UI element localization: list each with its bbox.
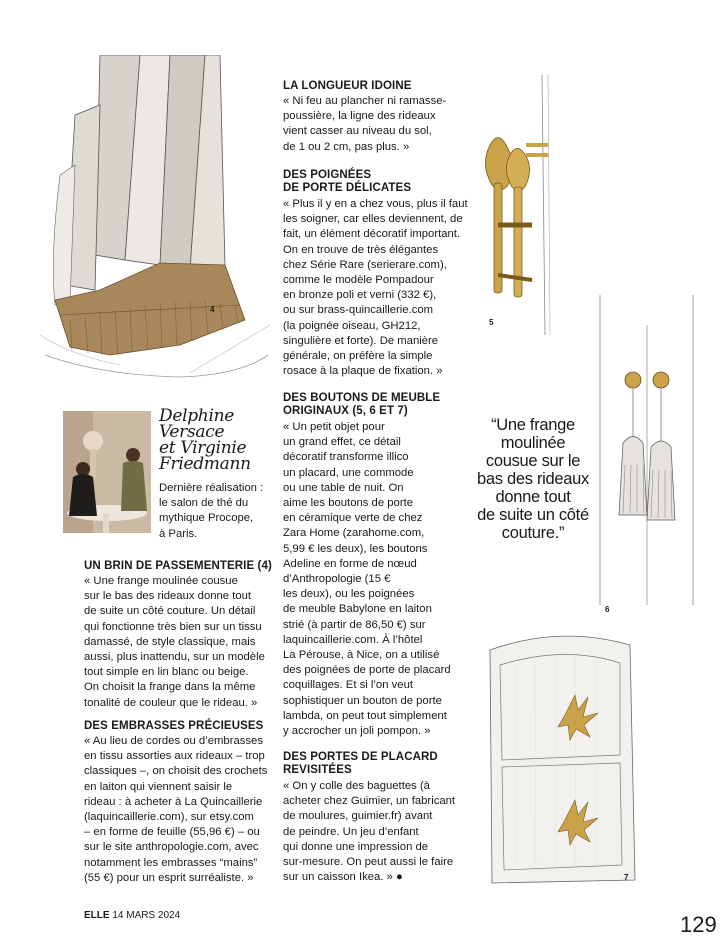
section-heading-placard-1: DES PORTES DE PLACARD xyxy=(283,751,438,763)
section-heading-embrasses: DES EMBRASSES PRÉCIEUSES xyxy=(84,720,264,732)
issue-date: 14 MARS 2024 xyxy=(112,910,181,921)
figure-number-6: 6 xyxy=(605,605,610,614)
brass-door-handle-illustration xyxy=(470,75,570,335)
section-heading-boutons-1: DES BOUTONS DE MEUBLE xyxy=(283,392,441,404)
section-heading-longueur: LA LONGUEUR IDOINE xyxy=(283,80,412,92)
project-caption: Dernière réalisation : le salon de thé du mythique Procope, à Paris. xyxy=(159,482,264,540)
pull-quote: “Une frange moulinée cousue sur le bas des rideaux donne tout de suite un côté couture.” xyxy=(477,416,589,542)
figure-number-7: 7 xyxy=(624,873,629,882)
section-heading-placard-2: REVISITÉES xyxy=(283,764,352,776)
tassel-knob-illustration xyxy=(595,295,700,615)
section-body-placard: « On y colle des baguettes (à acheter chez Guimier, un fabricant de moulures, guimier.fr) avant de peindre. Un jeu d’enfant qui donne une impression de sur-mesure. On peut aussi le faire sur un caisson Ikea. » ● xyxy=(283,780,456,884)
figure-number-5: 5 xyxy=(489,318,494,327)
designers-photo xyxy=(63,411,151,533)
section-heading-passementerie: UN BRIN DE PASSEMENTERIE (4) xyxy=(84,560,272,572)
section-heading-poignees-1: DES POIGNÉES xyxy=(283,169,372,181)
authors-names: Delphine Versace et Virginie Friedmann xyxy=(159,406,251,474)
tassel-knob-drawing xyxy=(595,295,700,615)
page-number: 129 xyxy=(680,912,717,937)
section-body-boutons: « Un petit objet pour un grand effet, ce détail décoratif transforme illico un placard, une commode ou une table de nuit. On aime les boutons de porte en céramique verte de chez Zara Home (zarahome.com, 5,99 € les deux), les boutons Adeline en forme de nœud d’Anthropologie (15 € les deux), ou les poignées de meuble Babylone en laiton strié (à partir de 86,50 €) sur laquincaillerie.com. À l’hôtel La Pérouse, à Nice, on a utilisé des poignées de porte de placard coquillages. Et si l’on veut sophistiquer un bouton de porte lambda, on peut tout simplement y accrocher un joli pompon. » xyxy=(283,421,451,738)
coral-cabinet-illustration xyxy=(480,625,650,890)
designers-photo-drawing xyxy=(63,411,151,533)
section-body-passementerie: « Une frange moulinée cousue sur le bas des rideaux donne tout de suite un côté couture. Un détail qui fonctionne très bien sur un tissu damassé, de style classique, mais aussi, plus inattendu, sur un modèle tout simple en lin blanc ou beige. On choisit la frange dans la même tonalité de couleur que le rideau. » xyxy=(84,575,265,709)
brass-door-handle-drawing xyxy=(470,75,570,335)
curtain-fringe-drawing xyxy=(40,55,270,385)
section-heading-boutons-2: ORIGINAUX (5, 6 ET 7) xyxy=(283,405,408,417)
footer-folio xyxy=(84,910,180,921)
figure-number-4: 4 xyxy=(210,305,215,314)
curtain-fringe-illustration xyxy=(40,55,270,385)
coral-cabinet-drawing xyxy=(480,625,650,890)
section-body-embrasses: « Au lieu de cordes ou d’embrasses en tissu assorties aux rideaux – trop classiques –, on choisit des crochets en laiton qui viennent saisir le rideau : à acheter à La Quincaillerie (laquincaillerie.com), sur etsy.com – en forme de feuille (55,96 €) – ou sur le site anthropologie.com, avec notamment les embrasses “mains” (55 €) pour un esprit surréaliste. » xyxy=(84,735,268,884)
section-heading-poignees-2: DE PORTE DÉLICATES xyxy=(283,182,412,194)
magazine-name: ELLE xyxy=(84,910,110,921)
section-body-poignees: « Plus il y en a chez vous, plus il faut les soigner, car elles deviennent, de fait, un élément décoratif important. On en trouve de très élégantes chez Série Rare (serierare.com), comme le modèle Pompadour en bronze poli et verni (332 €), ou sur brass-quincaillerie.com (la poignée oiseau, GH212, singulière et forte). De manière générale, on préfère la simple rosace à la plaque de fixation. » xyxy=(283,198,468,378)
section-body-longueur: « Ni feu au plancher ni ramasse- poussière, la ligne des rideaux vient casser au niveau du sol, de 1 ou 2 cm, pas plus. » xyxy=(283,95,447,153)
